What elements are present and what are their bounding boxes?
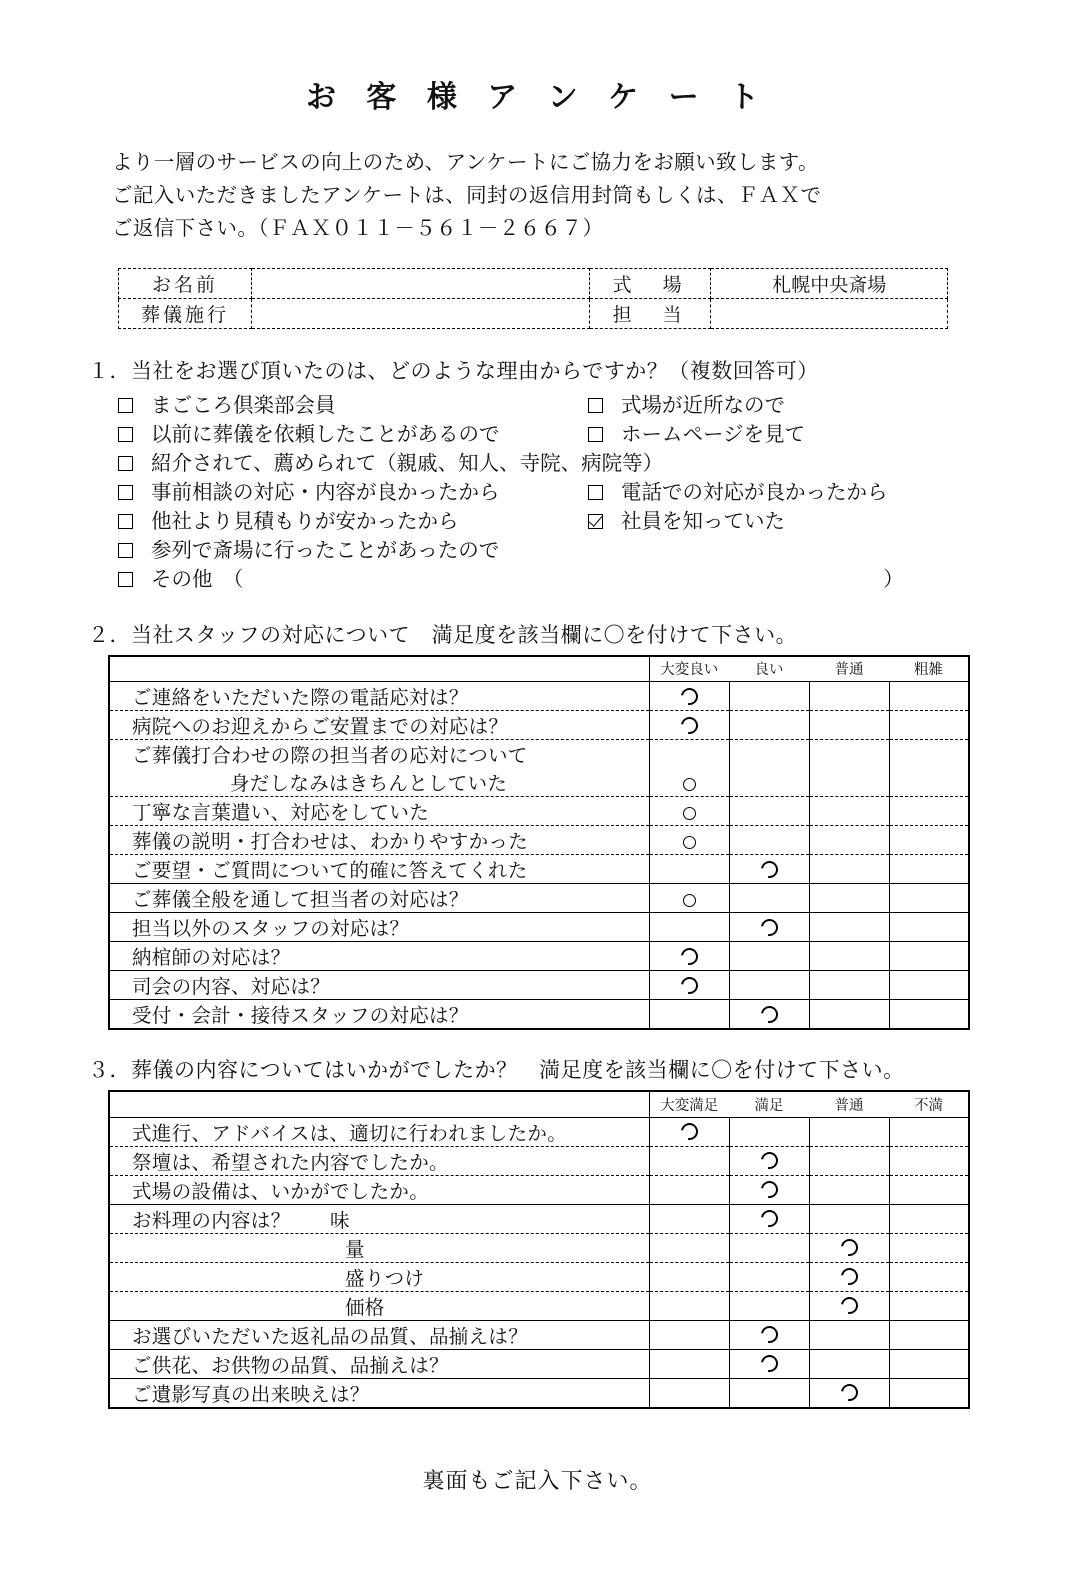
q2-answer-cell[interactable] [809,884,889,913]
q2-answer-cell[interactable] [729,740,809,769]
page-title: お 客 様 ア ン ケ ー ト [305,80,770,115]
q1-option-1[interactable] [118,392,588,417]
q2-answer-cell[interactable] [809,1000,889,1030]
q3-row-label: ご供花、お供物の品質、品揃えは？ [109,1349,649,1378]
circle-mark-icon [677,713,701,737]
q2-answer-cell[interactable] [889,740,969,769]
q2-answer-cell[interactable] [809,855,889,884]
table-row [119,298,948,328]
name-field[interactable] [251,268,589,298]
q3-answer-cell[interactable] [809,1175,889,1204]
q2-answer-cell[interactable] [889,711,969,740]
q1-option-6[interactable] [118,537,500,562]
table-row [109,682,969,711]
checkbox-icon[interactable] [118,398,133,413]
customer-info-table [118,268,948,329]
table-row [109,711,969,740]
q3-answer-cell[interactable] [889,1262,969,1291]
q3-answer-cell[interactable] [889,1349,969,1378]
q2-answer-cell[interactable] [729,913,809,942]
intro-line-1: より一層のサービスの向上のため、アンケートにご協力をお願い致します。 [112,150,819,174]
name-label: お名前 [119,268,252,298]
q3-answer-cell[interactable] [889,1175,969,1204]
q3-row-label: 価格 [109,1291,649,1320]
q3-answer-cell[interactable] [809,1233,889,1262]
circle-mark-icon [683,894,696,907]
service-field[interactable] [251,298,589,328]
q1-option-4[interactable] [118,479,588,504]
checkbox-icon[interactable] [118,514,133,529]
q2-answer-cell[interactable] [649,711,729,740]
q3-answer-cell[interactable] [809,1262,889,1291]
q3-answer-cell[interactable] [889,1204,969,1233]
q3-answer-cell[interactable] [729,1204,809,1233]
q3-answer-cell[interactable] [649,1146,729,1175]
q1-option-label: 式場が近所なので [621,392,785,417]
circle-mark-icon [683,807,696,820]
q2-answer-cell[interactable] [889,913,969,942]
q2-row-label: ご葬儀全般を通して担当者の対応は？ [109,884,649,913]
q3-answer-cell[interactable] [729,1233,809,1262]
q2-answer-cell[interactable] [889,942,969,971]
q2-answer-cell[interactable] [649,768,729,797]
q2-header-blank [109,656,649,682]
q2-row-label: 納棺師の対応は？ [109,942,649,971]
checkbox-icon[interactable] [118,427,133,442]
q1-option-label: まごころ倶楽部会員 [151,392,336,417]
q2-answer-cell[interactable] [809,826,889,855]
circle-mark-icon [683,836,696,849]
circle-mark-icon [677,944,701,968]
q2-row-label: ご葬儀打合わせの際の担当者の応対について [109,740,649,769]
circle-mark-icon [837,1381,861,1405]
q2-answer-cell[interactable] [809,797,889,826]
q2-answer-cell[interactable] [729,768,809,797]
q2-answer-cell[interactable] [809,942,889,971]
q2-answer-cell[interactable] [809,740,889,769]
q3-answer-cell[interactable] [809,1320,889,1349]
q3-header-row [109,1091,969,1117]
q3-answer-cell[interactable] [809,1204,889,1233]
table-row [109,1233,969,1262]
q1-option-label: 以前に葬儀を依頼したことがあるので [151,421,500,446]
q2-answer-cell[interactable] [649,942,729,971]
q3-header-blank [109,1091,649,1117]
q3-answer-cell[interactable] [889,1233,969,1262]
circle-mark-icon [757,1178,781,1202]
q3-answer-cell[interactable] [649,1233,729,1262]
q2-answer-cell[interactable] [649,913,729,942]
q3-answer-cell[interactable] [729,1378,809,1408]
table-row [109,740,969,769]
circle-mark-icon [677,973,701,997]
circle-mark-icon [837,1236,861,1260]
circle-mark-icon [757,1207,781,1231]
service-label: 葬儀施行 [119,298,252,328]
hall-label: 式 場 [589,268,711,298]
q1-option-8[interactable] [588,421,806,446]
table-row [109,1175,969,1204]
q3-col-2: 満足 [729,1091,809,1117]
q2-answer-cell[interactable] [809,682,889,711]
q3-answer-cell[interactable] [809,1349,889,1378]
circle-mark-icon [757,857,781,881]
q3-answer-cell[interactable] [649,1349,729,1378]
circle-mark-icon [837,1294,861,1318]
q2-col-2: 良い [729,656,809,682]
circle-mark-icon [757,1149,781,1173]
table-row [109,1204,969,1233]
q2-answer-cell[interactable] [649,826,729,855]
q2-row-label: 担当以外のスタッフの対応は？ [109,913,649,942]
table-row [109,942,969,971]
table-row [109,855,969,884]
q1-option-label: 参列で斎場に行ったことがあったので [151,537,500,562]
q3-col-1: 大変満足 [649,1091,729,1117]
q3-row-label: 式場の設備は、いかがでしたか。 [109,1175,649,1204]
q3-row-label: お選びいただいた返礼品の品質、品揃えは？ [109,1320,649,1349]
q2-answer-cell[interactable] [889,826,969,855]
q1-option-7[interactable] [588,392,785,417]
q3-answer-cell[interactable] [729,1175,809,1204]
q2-answer-cell[interactable] [889,855,969,884]
q3-answer-cell[interactable] [889,1378,969,1408]
q3-answer-cell[interactable] [649,1175,729,1204]
intro-paragraph [112,146,1075,246]
q2-row-label: 司会の内容、対応は？ [109,971,649,1000]
q3-answer-cell[interactable] [809,1291,889,1320]
q1-row-6 [118,536,998,565]
q3-answer-cell[interactable] [649,1291,729,1320]
q3-answer-cell[interactable] [649,1204,729,1233]
q2-answer-cell[interactable] [729,971,809,1000]
q3-answer-cell[interactable] [729,1146,809,1175]
q3-answer-cell[interactable] [889,1291,969,1320]
circle-mark-icon [677,684,701,708]
q1-other-close: ） [883,567,904,592]
footer-note: 裏面もご記入下さい。 [422,1468,653,1494]
q1-option-label: 紹介されて、薦められて（親戚、知人、寺院、病院等） [151,450,664,475]
table-row [109,1117,969,1146]
q2-row-label: 病院へのお迎えからご安置までの対応は？ [109,711,649,740]
table-row [109,1262,969,1291]
q1-option-label: 社員を知っていた [621,508,785,533]
q2-heading: ２．当社スタッフの対応について 満足度を該当欄に〇を付けて下さい。 [88,622,798,647]
q3-answer-cell[interactable] [889,1320,969,1349]
q2-answer-cell[interactable] [649,855,729,884]
q2-answer-cell[interactable] [889,797,969,826]
q2-header-row [109,656,969,682]
q2-answer-cell[interactable] [809,913,889,942]
q2-answer-cell[interactable] [889,768,969,797]
table-row [109,1349,969,1378]
checkbox-checked-icon[interactable] [588,514,603,529]
q1-option-9[interactable] [588,479,888,504]
q2-answer-cell[interactable] [729,884,809,913]
intro-line-3: ご返信下さい。（ＦＡＸ０１１－５６１－２６６７） [112,216,604,241]
survey-page [0,72,1075,1592]
q1-row-4 [118,478,998,507]
q1-option-label: 他社より見積もりが安かったから [151,508,459,533]
circle-mark-icon [757,915,781,939]
q2-answer-cell[interactable] [729,711,809,740]
table-row [109,826,969,855]
q3-row-label: ご遺影写真の出来映えは？ [109,1378,649,1408]
q2-answer-cell[interactable] [729,855,809,884]
q3-answer-cell[interactable] [729,1320,809,1349]
q3-heading: ３．葬儀の内容についてはいかがでしたか？ 満足度を該当欄に〇を付けて下さい。 [88,1058,905,1083]
q2-row-label: 丁寧な言葉遣い、対応をしていた [109,797,649,826]
table-row [109,971,969,1000]
q3-answer-cell[interactable] [649,1262,729,1291]
q2-row-label: ご連絡をいただいた際の電話応対は？ [109,682,649,711]
table-row [109,1000,969,1030]
q3-row-label: 量 [109,1233,649,1262]
table-row [109,1291,969,1320]
q2-answer-cell[interactable] [809,971,889,1000]
table-row [109,1320,969,1349]
q3-row-label: 盛りつけ [109,1262,649,1291]
q3-answer-cell[interactable] [729,1349,809,1378]
q2-col-1: 大変良い [649,656,729,682]
q1-option-label: 事前相談の対応・内容が良かったから [151,479,500,504]
table-row [109,1146,969,1175]
q2-answer-cell[interactable] [729,682,809,711]
q1-option-10[interactable] [588,508,785,533]
q2-row-label: 葬儀の説明・打合わせは、わかりやすかった [109,826,649,855]
q1-row-1 [118,391,998,420]
staff-field[interactable] [711,298,948,328]
circle-mark-icon [677,1120,701,1144]
q1-row-2 [118,420,998,449]
q2-row-label: ご要望・ご質問について的確に答えてくれた [109,855,649,884]
table-row [119,268,948,298]
q3-answer-cell[interactable] [809,1117,889,1146]
table-row [109,797,969,826]
q2-col-3: 普通 [809,656,889,682]
q3-answer-cell[interactable] [809,1378,889,1408]
q2-answer-cell[interactable] [649,797,729,826]
q2-row-label: 身だしなみはきちんとしていた [109,768,649,797]
q3-answer-cell[interactable] [889,1146,969,1175]
q2-answer-cell[interactable] [649,682,729,711]
q2-answer-cell[interactable] [649,971,729,1000]
q1-options [118,391,998,595]
q2-answer-cell[interactable] [649,1000,729,1030]
q2-answer-cell[interactable] [649,884,729,913]
hall-value[interactable]: 札幌中央斎場 [711,268,948,298]
q2-answer-cell[interactable] [889,971,969,1000]
q1-heading: １．当社をお選び頂いたのは、どのような理由からですか？（複数回答可） [88,358,819,383]
q2-answer-cell[interactable] [729,942,809,971]
q3-answer-cell[interactable] [889,1117,969,1146]
q2-answer-cell[interactable] [649,740,729,769]
q3-answer-cell[interactable] [729,1117,809,1146]
checkbox-icon[interactable] [118,543,133,558]
q3-answer-cell[interactable] [729,1291,809,1320]
checkbox-icon[interactable] [118,456,133,471]
table-row [109,884,969,913]
q1-row-5 [118,507,998,536]
q3-table-wrap [108,1090,1075,1409]
q1-option-2[interactable] [118,421,588,446]
q3-col-3: 普通 [809,1091,889,1117]
q2-col-4: 粗雑 [889,656,969,682]
q2-table-wrap [108,655,1075,1031]
circle-mark-icon [683,778,696,791]
q3-rating-table [108,1090,970,1409]
checkbox-icon[interactable] [118,485,133,500]
q1-row-3 [118,449,998,478]
q2-answer-cell[interactable] [729,1000,809,1030]
circle-mark-icon [837,1265,861,1289]
q1-option-label: 電話での対応が良かったから [621,479,888,504]
intro-line-2: ご記入いただきましたアンケートは、同封の返信用封筒もしくは、ＦＡＸで [112,183,822,208]
q2-answer-cell[interactable] [729,826,809,855]
q1-option-label: ホームページを見て [621,421,806,446]
q2-answer-cell[interactable] [889,682,969,711]
q3-row-label: お料理の内容は？ 味 [109,1204,649,1233]
checkbox-icon[interactable] [588,485,603,500]
q3-row-label: 式進行、アドバイスは、適切に行われましたか。 [109,1117,649,1146]
q2-answer-cell[interactable] [889,884,969,913]
checkbox-icon[interactable] [588,398,603,413]
q2-answer-cell[interactable] [809,711,889,740]
staff-label: 担 当 [589,298,711,328]
q1-other-label: その他 （ [151,567,244,592]
circle-mark-icon [757,1002,781,1026]
q3-answer-cell[interactable] [809,1146,889,1175]
checkbox-icon[interactable] [118,572,133,587]
circle-mark-icon [757,1352,781,1376]
q1-option-5[interactable] [118,508,588,533]
q2-answer-cell[interactable] [809,768,889,797]
q3-answer-cell[interactable] [649,1117,729,1146]
circle-mark-icon [757,1323,781,1347]
table-row [109,768,969,797]
table-row [109,1378,969,1408]
checkbox-icon[interactable] [588,427,603,442]
q2-answer-cell[interactable] [889,1000,969,1030]
q3-row-label: 祭壇は、希望された内容でしたか。 [109,1146,649,1175]
q2-row-label: 受付・会計・接待スタッフの対応は？ [109,1000,649,1030]
q3-col-4: 不満 [889,1091,969,1117]
customer-info-block [118,268,948,329]
q1-option-3[interactable] [118,450,664,475]
q3-answer-cell[interactable] [729,1262,809,1291]
q3-answer-cell[interactable] [649,1320,729,1349]
q2-rating-table [108,655,970,1031]
q3-answer-cell[interactable] [649,1378,729,1408]
q1-option-other[interactable] [118,565,998,595]
table-row [109,913,969,942]
q2-answer-cell[interactable] [729,797,809,826]
